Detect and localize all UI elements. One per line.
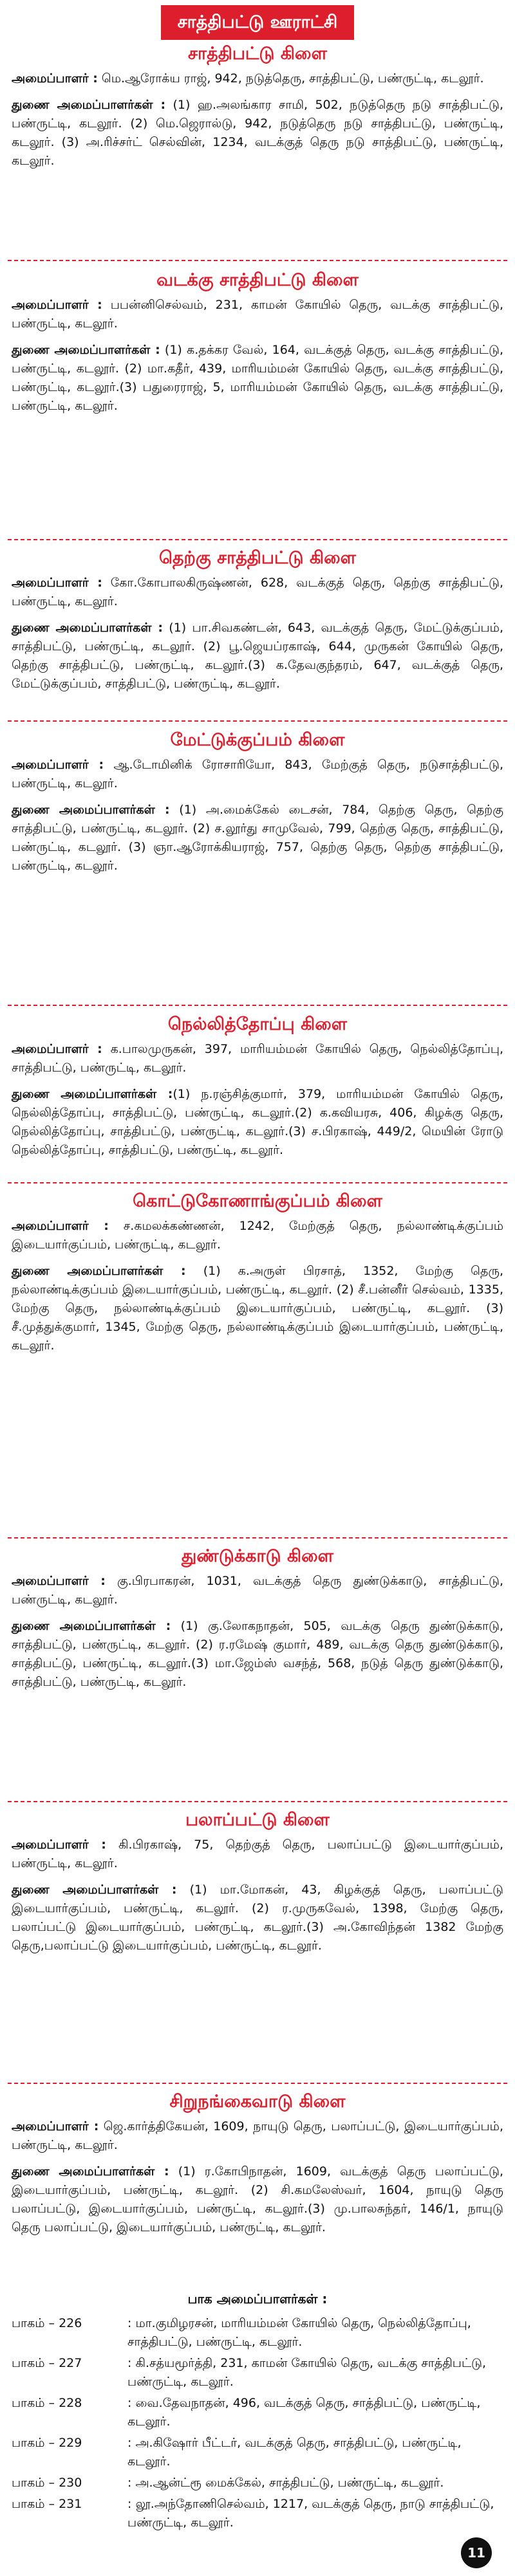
organizer-label: அமைப்பாளர் : xyxy=(12,1042,102,1056)
deputy-label: துணை அமைப்பாளர்கள் : xyxy=(12,98,166,112)
organizer-text: ஜெ.கார்த்திகேயன், 1609, நாயுடு தெரு, பலாப்பட்டு, இடையார்குப்பம், பண்ருட்டி, கடலூர். xyxy=(12,2119,503,2152)
organizer-label: அமைப்பாளர் : xyxy=(12,758,104,772)
booth-organizer: : அ.கிஷோர் பீட்டர், வடக்குத் தெரு, சாத்திபட்டு, பண்ருட்டி, கடலூர். xyxy=(127,2436,462,2469)
booth-number: பாகம் – 229 xyxy=(12,2436,82,2450)
branch-heading: சாத்திபட்டு கிளை xyxy=(188,44,327,64)
deputy-text: (1) பா.சிவகண்டன், 643, வடக்குத் தெரு, மேட்டுக்குப்பம், சாத்திபட்டு, பண்ருட்டி, கடலூர். (2) பூ.ஜெயப்ரகாஷ், 644, முருகன் கோயில் தெரு, தெற்கு சாத்திபட்டு, பண்ருட்டி, கடலூர்.(3) க.தேவகுந்தரம், 647, வடக்குத் தெரு, மேட்டுக்குப்பம், சாத்திபட்டு, பண்ருட்டி, கடலூர். xyxy=(12,621,504,691)
organizer-text: ஆ.டோமினிக் ரோசாரியோ, 843, மேற்குத் தெரு, நடுசாத்திபட்டு, பண்ருட்டி, கடலூர். xyxy=(12,758,503,790)
organizer-text: பபன்னிசெல்வம், 231, காமன் கோயில் தெரு, வடக்கு சாத்திபட்டு, பண்ருட்டி, கடலூர். xyxy=(12,298,504,331)
branch-section-nellithoppu xyxy=(12,1013,503,1167)
section-divider xyxy=(8,539,507,540)
organizer-label: அமைப்பாளர் : xyxy=(12,298,102,312)
branch-heading: மேட்டுக்குப்பம் கிளை xyxy=(170,730,345,750)
section-divider xyxy=(8,1537,507,1539)
organizer-label: அமைப்பாளர் : xyxy=(12,1219,109,1233)
organizer-text: கோ.கோபாலகிருஷ்ணன், 628, வடக்குத் தெரு, தெற்கு சாத்திபட்டு, பண்ருட்டி, கடலூர். xyxy=(12,576,504,608)
deputy-entry xyxy=(12,619,503,693)
branch-heading: சிறுநங்கைவாடு கிளை xyxy=(169,2092,346,2112)
organizer-entry xyxy=(12,296,503,333)
deputy-text: (1) ர.கோபிநாதன், 1609, வடக்குத் தெரு பலாப்பட்டு, இடையார்குப்பம், பண்ருட்டி, கடலூர். (2) சி.கமலேஸ்வர், 1604, நாயுடு தெரு பலாப்பட்டு, இடையார்குப்பம், பண்ருட்டி, கடலூர்.(3) மு.பாலசுந்தர், 146/1, நாயுடு தெரு பலாப்பட்டு, இடையார்குப்பம், பண்ருட்டி, கடலூர். xyxy=(12,2164,503,2234)
booth-row xyxy=(12,2394,503,2431)
branch-heading: கொட்டுகோணாங்குப்பம் கிளை xyxy=(133,1191,382,1211)
booth-row xyxy=(12,2434,503,2471)
branch-heading: வடக்கு சாத்திபட்டு கிளை xyxy=(156,270,359,290)
branch-section-south-sathipattu xyxy=(12,547,503,701)
booth-number: பாகம் – 231 xyxy=(12,2497,82,2511)
organizer-text: க.பாலமுருகன், 397, மாரியம்மன் கோயில் தெரு, நெல்லித்தோப்பு, சாத்திபட்டு, பண்ருட்டி, கடலூர். xyxy=(12,1042,503,1075)
branch-heading: பலாப்பட்டு கிளை xyxy=(185,1810,330,1830)
branch-section-kottukonankuppam xyxy=(12,1190,503,1363)
branch-section-north-sathipattu xyxy=(12,269,503,423)
deputy-entry xyxy=(12,1262,503,1355)
deputy-text: (1) கு.லோகநாதன், 505, வடக்கு தெரு துண்டுக்காடு, சாத்திபட்டு, பண்ருட்டி, கடலூர். (2) ர.ரமேஷ் குமார், 489, வடக்கு தெரு துண்டுக்காடு, சாத்திபட்டு, பண்ருட்டி, கடலூர்.(3) மா.ஜேம்ஸ் வசந்த், 568, நடுத் தெரு துண்டுக்காடு, சாத்திபட்டு, பண்ருட்டி, கடலூர். xyxy=(12,1619,504,1689)
branch-section-sathipattu xyxy=(12,42,503,178)
organizer-entry xyxy=(12,1217,503,1254)
booth-organizer: : கி.சத்யமூர்த்தி, 231, காமன் கோயில் தெரு, வடக்கு சாத்திபட்டு, பண்ருட்டி, கடலூர். xyxy=(127,2356,487,2389)
booth-organizers xyxy=(12,2290,503,2535)
deputy-text: (1) ஹ.அலங்கார சாமி, 502, நடுத்தெரு நடு சாத்திபட்டு, பண்ருட்டி, கடலூர். (2) மெ.ஜெரால்டு, 942, நடுத்தெரு நடு சாத்திபட்டு, பண்ருட்டி, கடலூர். (3) அ.ரிச்சர்ட் செல்வின், 1234, வடக்குத் தெரு நடு சாத்திபட்டு, பண்ருட்டி, கடலூர். xyxy=(12,98,503,168)
booth-number: பாகம் – 227 xyxy=(12,2356,82,2370)
booth-number: பாகம் – 230 xyxy=(12,2476,82,2490)
organizer-label: அமைப்பாளர் : xyxy=(12,1838,106,1852)
branch-section-sirunangaivadu xyxy=(12,2090,503,2245)
branch-section-mettukuppam xyxy=(12,729,503,883)
page-title: சாத்திபட்டு ஊராட்சி xyxy=(161,5,355,40)
branch-heading: தெற்கு சாத்திபட்டு கிளை xyxy=(158,548,357,568)
deputy-label: துணை அமைப்பாளர்கள் : xyxy=(12,1883,177,1897)
deputy-label: துணை அமைப்பாளர்கள் : xyxy=(12,343,160,357)
deputy-entry xyxy=(12,2162,503,2237)
section-divider xyxy=(8,260,507,261)
branch-section-thundukkadu xyxy=(12,1545,503,1699)
deputy-text: (1) க.அருள் பிரசாத், 1352, மேற்கு தெரு, நல்லாண்டிக்குப்பம் இடையார்குப்பம், பண்ருட்டி, கடலூர். (2) சீ.பன்னீர் செல்வம், 1335, மேற்கு தெரு, நல்லாண்டிக்குப்பம் இடையார்குப்பம், பண்ருட்டி, கடலூர். (3) சீ.முத்துக்குமார், 1345, மேற்கு தெரு, நல்லாண்டிக்குப்பம் இடையார்குப்பம், பண்ருட்டி, கடலூர். xyxy=(12,1264,503,1353)
deputy-label: துணை அமைப்பாளர்கள் : xyxy=(12,2164,169,2179)
organizer-entry xyxy=(12,2117,503,2155)
booth-row xyxy=(12,2495,503,2532)
organizer-label: அமைப்பாளர் : xyxy=(12,2119,99,2133)
organizer-text: மெ.ஆரோக்ய ராஜ், 942, நடுத்தெரு, சாத்திபட்டு, பண்ருட்டி, கடலூர். xyxy=(97,71,484,86)
deputy-entry xyxy=(12,341,503,416)
booth-number: பாகம் – 228 xyxy=(12,2396,82,2410)
deputy-text: (1) மா.மோகன், 43, கிழக்குத் தெரு, பலாப்பட்டு இடையார்குப்பம், பண்ருட்டி, கடலூர். (2) ர.முருகவேல், 1398, மேற்கு தெரு, பலாப்பட்டு இடையார்குப்பம், பண்ருட்டி, கடலூர்.(3) அ.கோவிந்தன் 1382 மேற்கு தெரு,பலாப்பட்டு இடையார்குப்பம், பண்ருட்டி, கடலூர். xyxy=(12,1883,503,1953)
page-title-wrap xyxy=(0,5,515,40)
booth-organizer: : மா.குமிழரசன், மாரியம்மன் கோயில் தெரு, நெல்லித்தோப்பு, சாத்திபட்டு, பண்ருட்டி, கடலூர். xyxy=(127,2316,471,2349)
booth-organizer: : வை.தேவநாதன், 496, வடக்குத் தெரு, சாத்திபட்டு, பண்ருட்டி, கடலூர். xyxy=(127,2396,481,2429)
deputy-entry xyxy=(12,1085,503,1160)
organizer-text: ச.கமலக்கண்ணன், 1242, மேற்குத் தெரு, நல்லாண்டிக்குப்பம் இடையார்குப்பம், பண்ருட்டி, கடலூர். xyxy=(12,1219,503,1252)
deputy-label: துணை அமைப்பாளர்கள் : xyxy=(12,1087,173,1101)
organizer-label: அமைப்பாளர் : xyxy=(12,576,102,590)
section-divider xyxy=(8,1182,507,1183)
deputy-entry xyxy=(12,96,503,170)
organizer-text: கி.பிரகாஷ், 75, தெற்குத் தெரு, பலாப்பட்டு இடையார்குப்பம், பண்ருட்டி, கடலூர். xyxy=(12,1838,504,1870)
deputy-entry xyxy=(12,1617,503,1692)
organizer-label: அமைப்பாளர் : xyxy=(12,1574,106,1588)
section-divider xyxy=(8,1005,507,1006)
booth-row xyxy=(12,2314,503,2352)
organizer-entry xyxy=(12,1572,503,1609)
booth-organizer: : லூ.அந்தோணிசெல்வம், 1217, வடக்குத் தெரு, நாடு சாத்திபட்டு, பண்ருட்டி, கடலூர். xyxy=(127,2497,494,2530)
booth-organizers-heading: பாக அமைப்பாளர்கள் : xyxy=(187,2291,328,2307)
deputy-label: துணை அமைப்பாளர்கள் : xyxy=(12,803,170,817)
deputy-text: (1) அ.மைக்கேல் டைசன், 784, தெற்கு தெரு, தெற்கு சாத்திபட்டு, பண்ருட்டி, கடலூர். (2) ச.லூர்து சாமுவேல், 799, தெற்கு தெரு, சாத்திபட்டு, பண்ருட்டி, கடலூர். (3) ஞா.ஆரோக்கியராஜ், 757, தெற்கு தெரு, தெற்கு சாத்திபட்டு, பண்ருட்டி, கடலூர். xyxy=(12,803,504,873)
deputy-text: (1) ந.ரஞ்சித்குமார், 379, மாரியம்மன் கோயில் தெரு, நெல்லித்தோப்பு, சாத்திபட்டு, பண்ருட்டி, கடலூர்.(2) க.கவியரசு, 406, கிழக்கு தெரு, நெல்லித்தோப்பு, சாத்திபட்டு, பண்ருட்டி, கடலூர்.(3) ச.பிரகாஷ், 449/2, மெயின் ரோடு நெல்லித்தோப்பு, சாத்திபட்டு, பண்ருட்டி, கடலூர். xyxy=(12,1087,503,1157)
organizer-entry xyxy=(12,1040,503,1077)
deputy-entry xyxy=(12,801,503,875)
deputy-label: துணை அமைப்பாளர்கள் : xyxy=(12,1264,186,1278)
page-number: 11 xyxy=(461,2537,492,2568)
branch-heading: நெல்லித்தோப்பு கிளை xyxy=(167,1014,348,1034)
organizer-label: அமைப்பாளர் : xyxy=(12,71,98,86)
organizer-entry xyxy=(12,69,503,88)
section-divider xyxy=(8,2083,507,2084)
organizer-entry xyxy=(12,1836,503,1873)
organizer-text: கு.பிரபாகரன், 1031, வடக்குத் தெரு துண்டுக்காடு, சாத்திபட்டு, பண்ருட்டி, கடலூர். xyxy=(12,1574,504,1607)
booth-row xyxy=(12,2354,503,2391)
deputy-text: (1) க.தக்கர வேல், 164, வடக்குத் தெரு, வடக்கு சாத்திபட்டு, பண்ருட்டி, கடலூர். (2) மா.கதீர், 439, மாரியம்மன் கோயில் தெரு, வடக்கு சாத்திபட்டு, பண்ருட்டி, கடலூர்.(3) பதுரைராஜ், 5, மாரியம்மன் கோயில் தெரு, வடக்கு சாத்திபட்டு, பண்ருட்டி, கடலூர். xyxy=(12,343,503,413)
booth-row xyxy=(12,2474,503,2492)
booth-number: பாகம் – 226 xyxy=(12,2316,82,2330)
branch-section-palappattu xyxy=(12,1809,503,1963)
branch-heading: துண்டுக்காடு கிளை xyxy=(181,1546,334,1566)
deputy-label: துணை அமைப்பாளர்கள் : xyxy=(12,1619,171,1633)
deputy-entry xyxy=(12,1881,503,1955)
booth-organizer: : அ.ஆன்ட்ரூ மைக்கேல், சாத்திபட்டு, பண்ருட்டி, கடலூர். xyxy=(127,2476,444,2490)
section-divider xyxy=(8,1801,507,1802)
section-divider xyxy=(8,720,507,722)
organizer-entry xyxy=(12,574,503,611)
organizer-entry xyxy=(12,756,503,793)
deputy-label: துணை அமைப்பாளர்கள் : xyxy=(12,621,163,635)
